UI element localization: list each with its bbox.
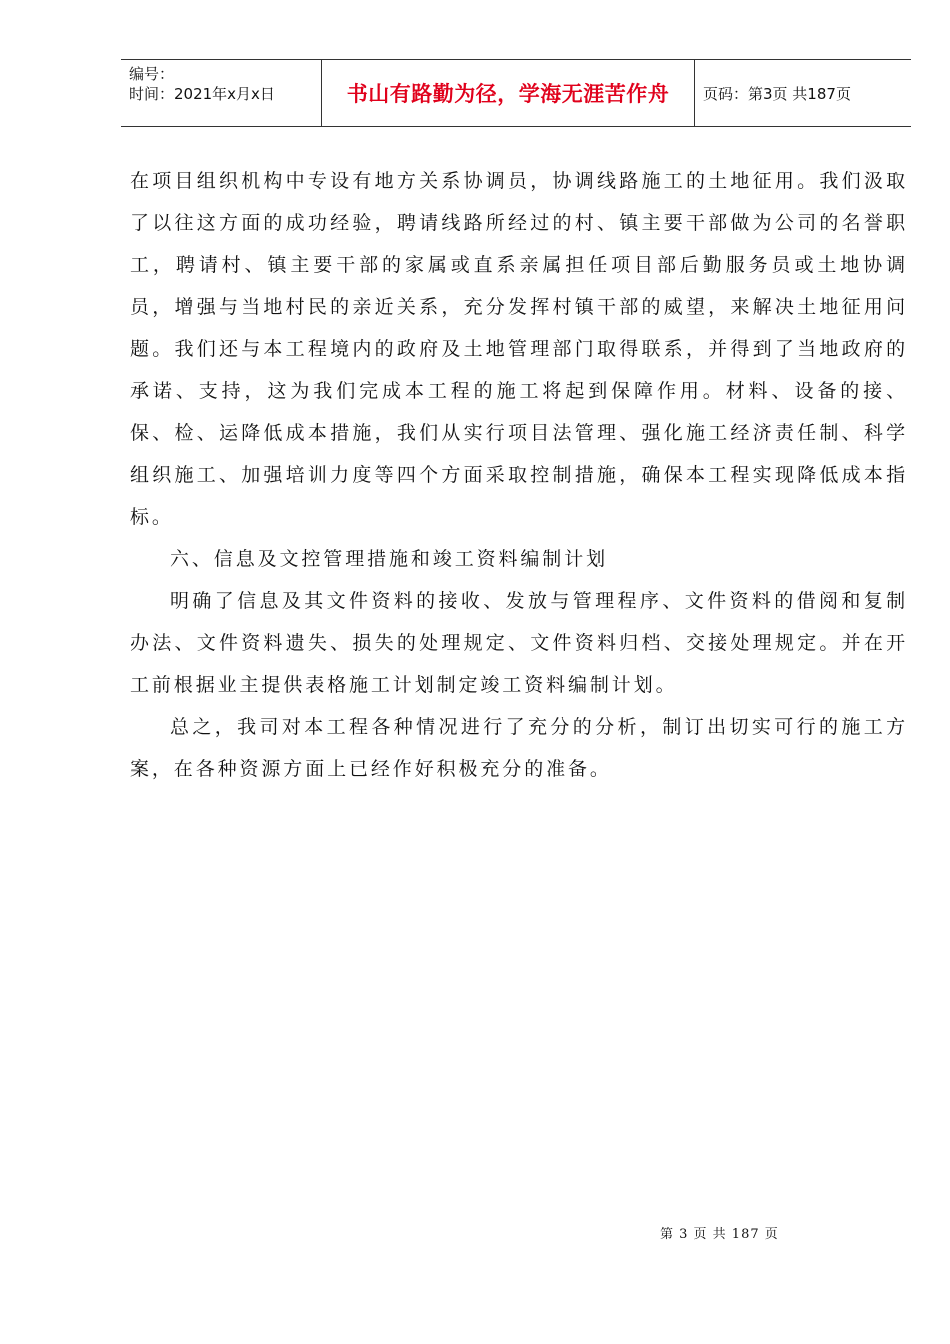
header-motto-cell xyxy=(322,60,695,126)
document-body xyxy=(130,160,908,790)
page-footer: 第 3 页 共 187 页 xyxy=(660,1227,779,1242)
document-number-label: 编号： xyxy=(129,65,175,83)
body-paragraph-1: 在项目组织机构中专设有地方关系协调员，协调线路施工的土地征用。我们汲取了以往这方面的成功经验，聘请线路所经过的村、镇主要干部做为公司的名誉职工，聘请村、镇主要干部的家属或直系亲属担任项目部后勤服务员或土地协调员，增强与当地村民的亲近关系，充分发挥村镇干部的威望，来解决土地征用问题。我们还与本工程境内的政府及土地管理部门取得联系，并得到了当地政府的承诺、支持，这为我们完成本工程的施工将起到保障作用。材料、设备的接、保、检、运降低成本措施，我们从实行项目法管理、强化施工经济责任制、科学组织施工、加强培训力度等四个方面采取控制措施，确保本工程实现降低成本指标。 xyxy=(130,170,908,528)
body-paragraph-3: 总之，我司对本工程各种情况进行了充分的分析，制订出切实可行的施工方案，在各种资源方面上已经作好积极充分的准备。 xyxy=(130,716,908,780)
header-meta xyxy=(121,60,322,126)
header-motto: 书山有路勤为径，学海无涯苦作舟 xyxy=(346,82,670,106)
page-header xyxy=(121,59,911,127)
body-paragraph-2: 明确了信息及其文件资料的接收、发放与管理程序、文件资料的借阅和复制办法、文件资料遗失、损失的处理规定、文件资料归档、交接处理规定。并在开工前根据业主提供表格施工计划制定竣工资料编制计划。 xyxy=(130,590,908,696)
header-page-label: 页码：第3页 共187页 xyxy=(703,84,851,103)
section-heading-6: 六、信息及文控管理措施和竣工资料编制计划 xyxy=(170,548,609,570)
header-page-cell xyxy=(695,60,911,126)
document-time-label: 时间：2021年x月x日 xyxy=(129,85,275,103)
